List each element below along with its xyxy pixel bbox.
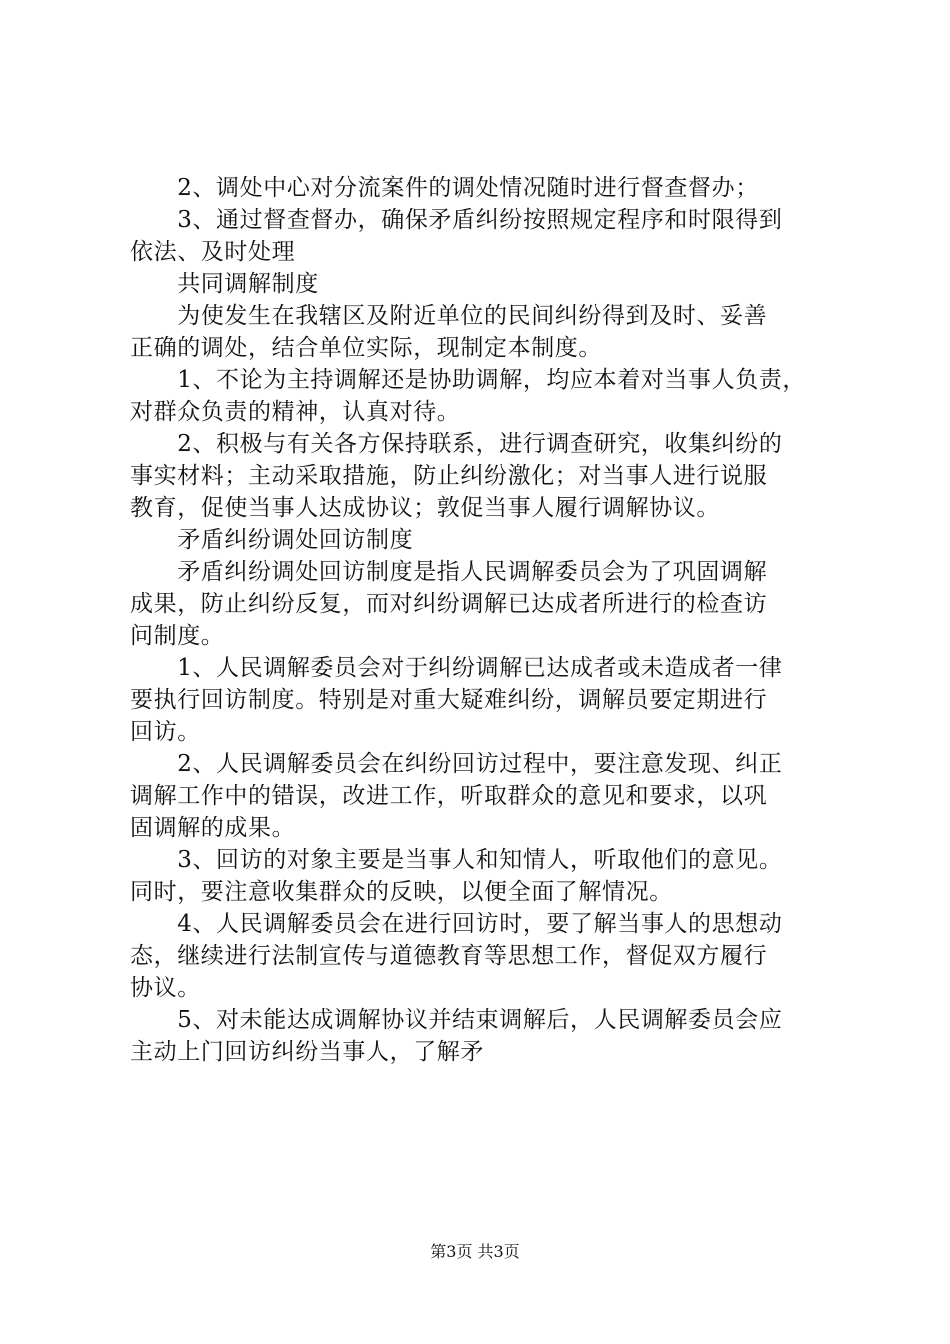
text-line: 1、人民调解委员会对于纠纷调解已达成者或未造成者一律 xyxy=(130,655,783,681)
text-line: 主动上门回访纠纷当事人，了解矛 xyxy=(130,1039,484,1065)
document-body xyxy=(130,172,830,1068)
text-line: 固调解的成果。 xyxy=(130,815,296,841)
page-footer: 第3页 共3页 xyxy=(430,1242,520,1261)
text-line: 调解工作中的错误，改进工作，听取群众的意见和要求，以巩 xyxy=(130,783,768,809)
section-heading-follow-up-visit: 矛盾纠纷调处回访制度 xyxy=(130,527,414,553)
text-line: 2、人民调解委员会在纠纷回访过程中，要注意发现、纠正 xyxy=(130,751,783,777)
text-line: 3、通过督查督办，确保矛盾纠纷按照规定程序和时限得到 xyxy=(130,207,783,233)
text-line: 2、积极与有关各方保持联系，进行调查研究，收集纠纷的 xyxy=(130,431,783,457)
text-line: 协议。 xyxy=(130,975,201,1001)
text-line: 事实材料；主动采取措施，防止纠纷激化；对当事人进行说服 xyxy=(130,463,768,489)
text-line: 1、不论为主持调解还是协助调解，均应本着对当事人负责， xyxy=(130,367,807,393)
text-line: 回访。 xyxy=(130,719,201,745)
text-line: 教育，促使当事人达成协议；敦促当事人履行调解协议。 xyxy=(130,495,720,521)
text-line: 2、调处中心对分流案件的调处情况随时进行督查督办； xyxy=(130,175,759,201)
text-line: 5、对未能达成调解协议并结束调解后，人民调解委员会应 xyxy=(130,1007,783,1033)
text-line: 依法、及时处理 xyxy=(130,239,296,265)
text-line: 要执行回访制度。特别是对重大疑难纠纷，调解员要定期进行 xyxy=(130,687,768,713)
text-line: 正确的调处，结合单位实际，现制定本制度。 xyxy=(130,335,602,361)
text-line: 同时，要注意收集群众的反映，以便全面了解情况。 xyxy=(130,879,673,905)
section-heading-joint-mediation: 共同调解制度 xyxy=(130,271,319,297)
text-line: 4、人民调解委员会在进行回访时，要了解当事人的思想动 xyxy=(130,911,783,937)
text-line: 问制度。 xyxy=(130,623,225,649)
text-line: 为使发生在我辖区及附近单位的民间纠纷得到及时、妥善 xyxy=(130,303,768,329)
text-line: 对群众负责的精神，认真对待。 xyxy=(130,399,461,425)
text-line: 成果，防止纠纷反复，而对纠纷调解已达成者所进行的检查访 xyxy=(130,591,768,617)
text-line: 矛盾纠纷调处回访制度是指人民调解委员会为了巩固调解 xyxy=(130,559,768,585)
text-line: 态，继续进行法制宣传与道德教育等思想工作，督促双方履行 xyxy=(130,943,768,969)
text-line: 3、回访的对象主要是当事人和知情人，听取他们的意见。 xyxy=(130,847,783,873)
